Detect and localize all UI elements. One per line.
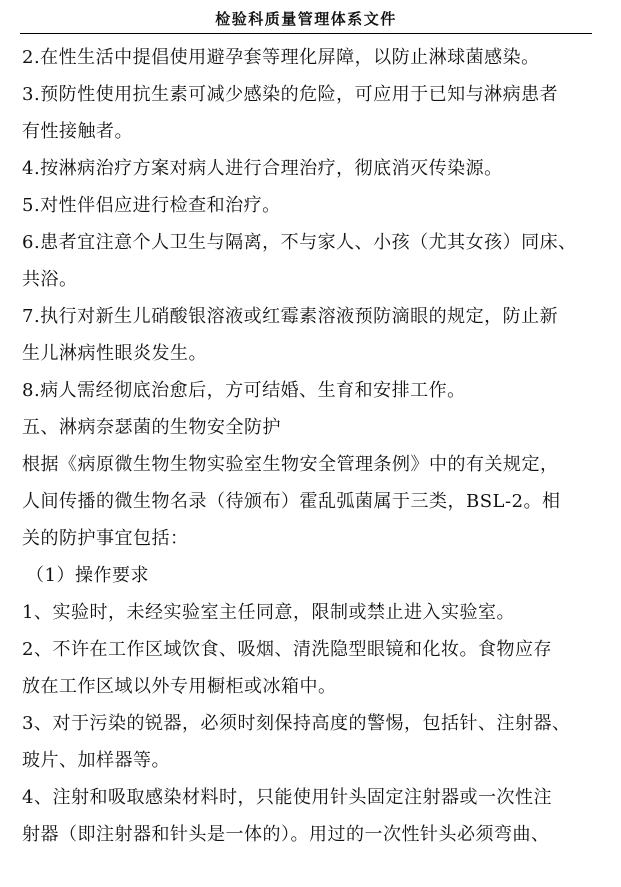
body-line-prevention-3: 3.预防性使用抗生素可减少感染的危险，可应用于已知与淋病患者: [22, 84, 559, 105]
section-heading-biosafety: 五、淋病奈瑟菌的生物安全防护: [22, 417, 281, 438]
page-header-title: 检验科质量管理体系文件: [215, 10, 397, 28]
body-line-rule-3: 3、对于污染的锐器，必须时刻保持高度的警惕，包括针、注射器、: [22, 713, 571, 734]
body-line-prevention-3-cont: 有性接触者。: [22, 121, 133, 142]
body-line-rule-2: 2、不许在工作区域饮食、吸烟、清洗隐型眼镜和化妆。食物应存: [22, 639, 552, 660]
body-line-prevention-4: 4.按淋病治疗方案对病人进行合理治疗，彻底消灭传染源。: [22, 158, 503, 179]
body-line-prevention-8: 8.病人需经彻底治愈后，方可结婚、生育和安排工作。: [22, 380, 466, 401]
body-line-prevention-5: 5.对性伴侣应进行检查和治疗。: [22, 195, 281, 216]
body-line-regulation-cont-2: 关的防护事宜包括：: [22, 528, 189, 549]
body-line-rule-1: 1、实验时，未经实验室主任同意，限制或禁止进入实验室。: [22, 602, 515, 623]
document-body: [22, 39, 592, 853]
body-line-regulation-cont-1: 人间传播的微生物名录（待颁布）霍乱弧菌属于三类，BSL-2。相: [22, 491, 561, 512]
body-line-prevention-2: 2.在性生活中提倡使用避孕套等理化屏障，以防止淋球菌感染。: [22, 47, 540, 68]
body-line-prevention-7: 7.执行对新生儿硝酸银溶液或红霉素溶液预防滴眼的规定，防止新: [22, 306, 559, 327]
body-line-prevention-6-cont: 共浴。: [22, 269, 78, 290]
body-line-rule-4-cont: 射器（即注射器和针头是一体的）。用过的一次性针头必须弯曲、: [22, 824, 550, 845]
body-line-prevention-7-cont: 生儿淋病性眼炎发生。: [22, 343, 207, 364]
subsection-heading-operation: （1）操作要求: [26, 565, 149, 586]
body-line-rule-2-cont: 放在工作区域以外专用橱柜或冰箱中。: [22, 676, 337, 697]
body-line-rule-3-cont: 玻片、加样器等。: [22, 750, 170, 771]
body-line-rule-4: 4、注射和吸取感染材料时，只能使用针头固定注射器或一次性注: [22, 787, 552, 808]
body-line-regulation: 根据《病原微生物生物实验室生物安全管理条例》中的有关规定，: [22, 454, 559, 475]
header-divider: [20, 33, 592, 34]
body-line-prevention-6: 6.患者宜注意个人卫生与隔离，不与家人、小孩（尤其女孩）同床、: [22, 232, 577, 253]
